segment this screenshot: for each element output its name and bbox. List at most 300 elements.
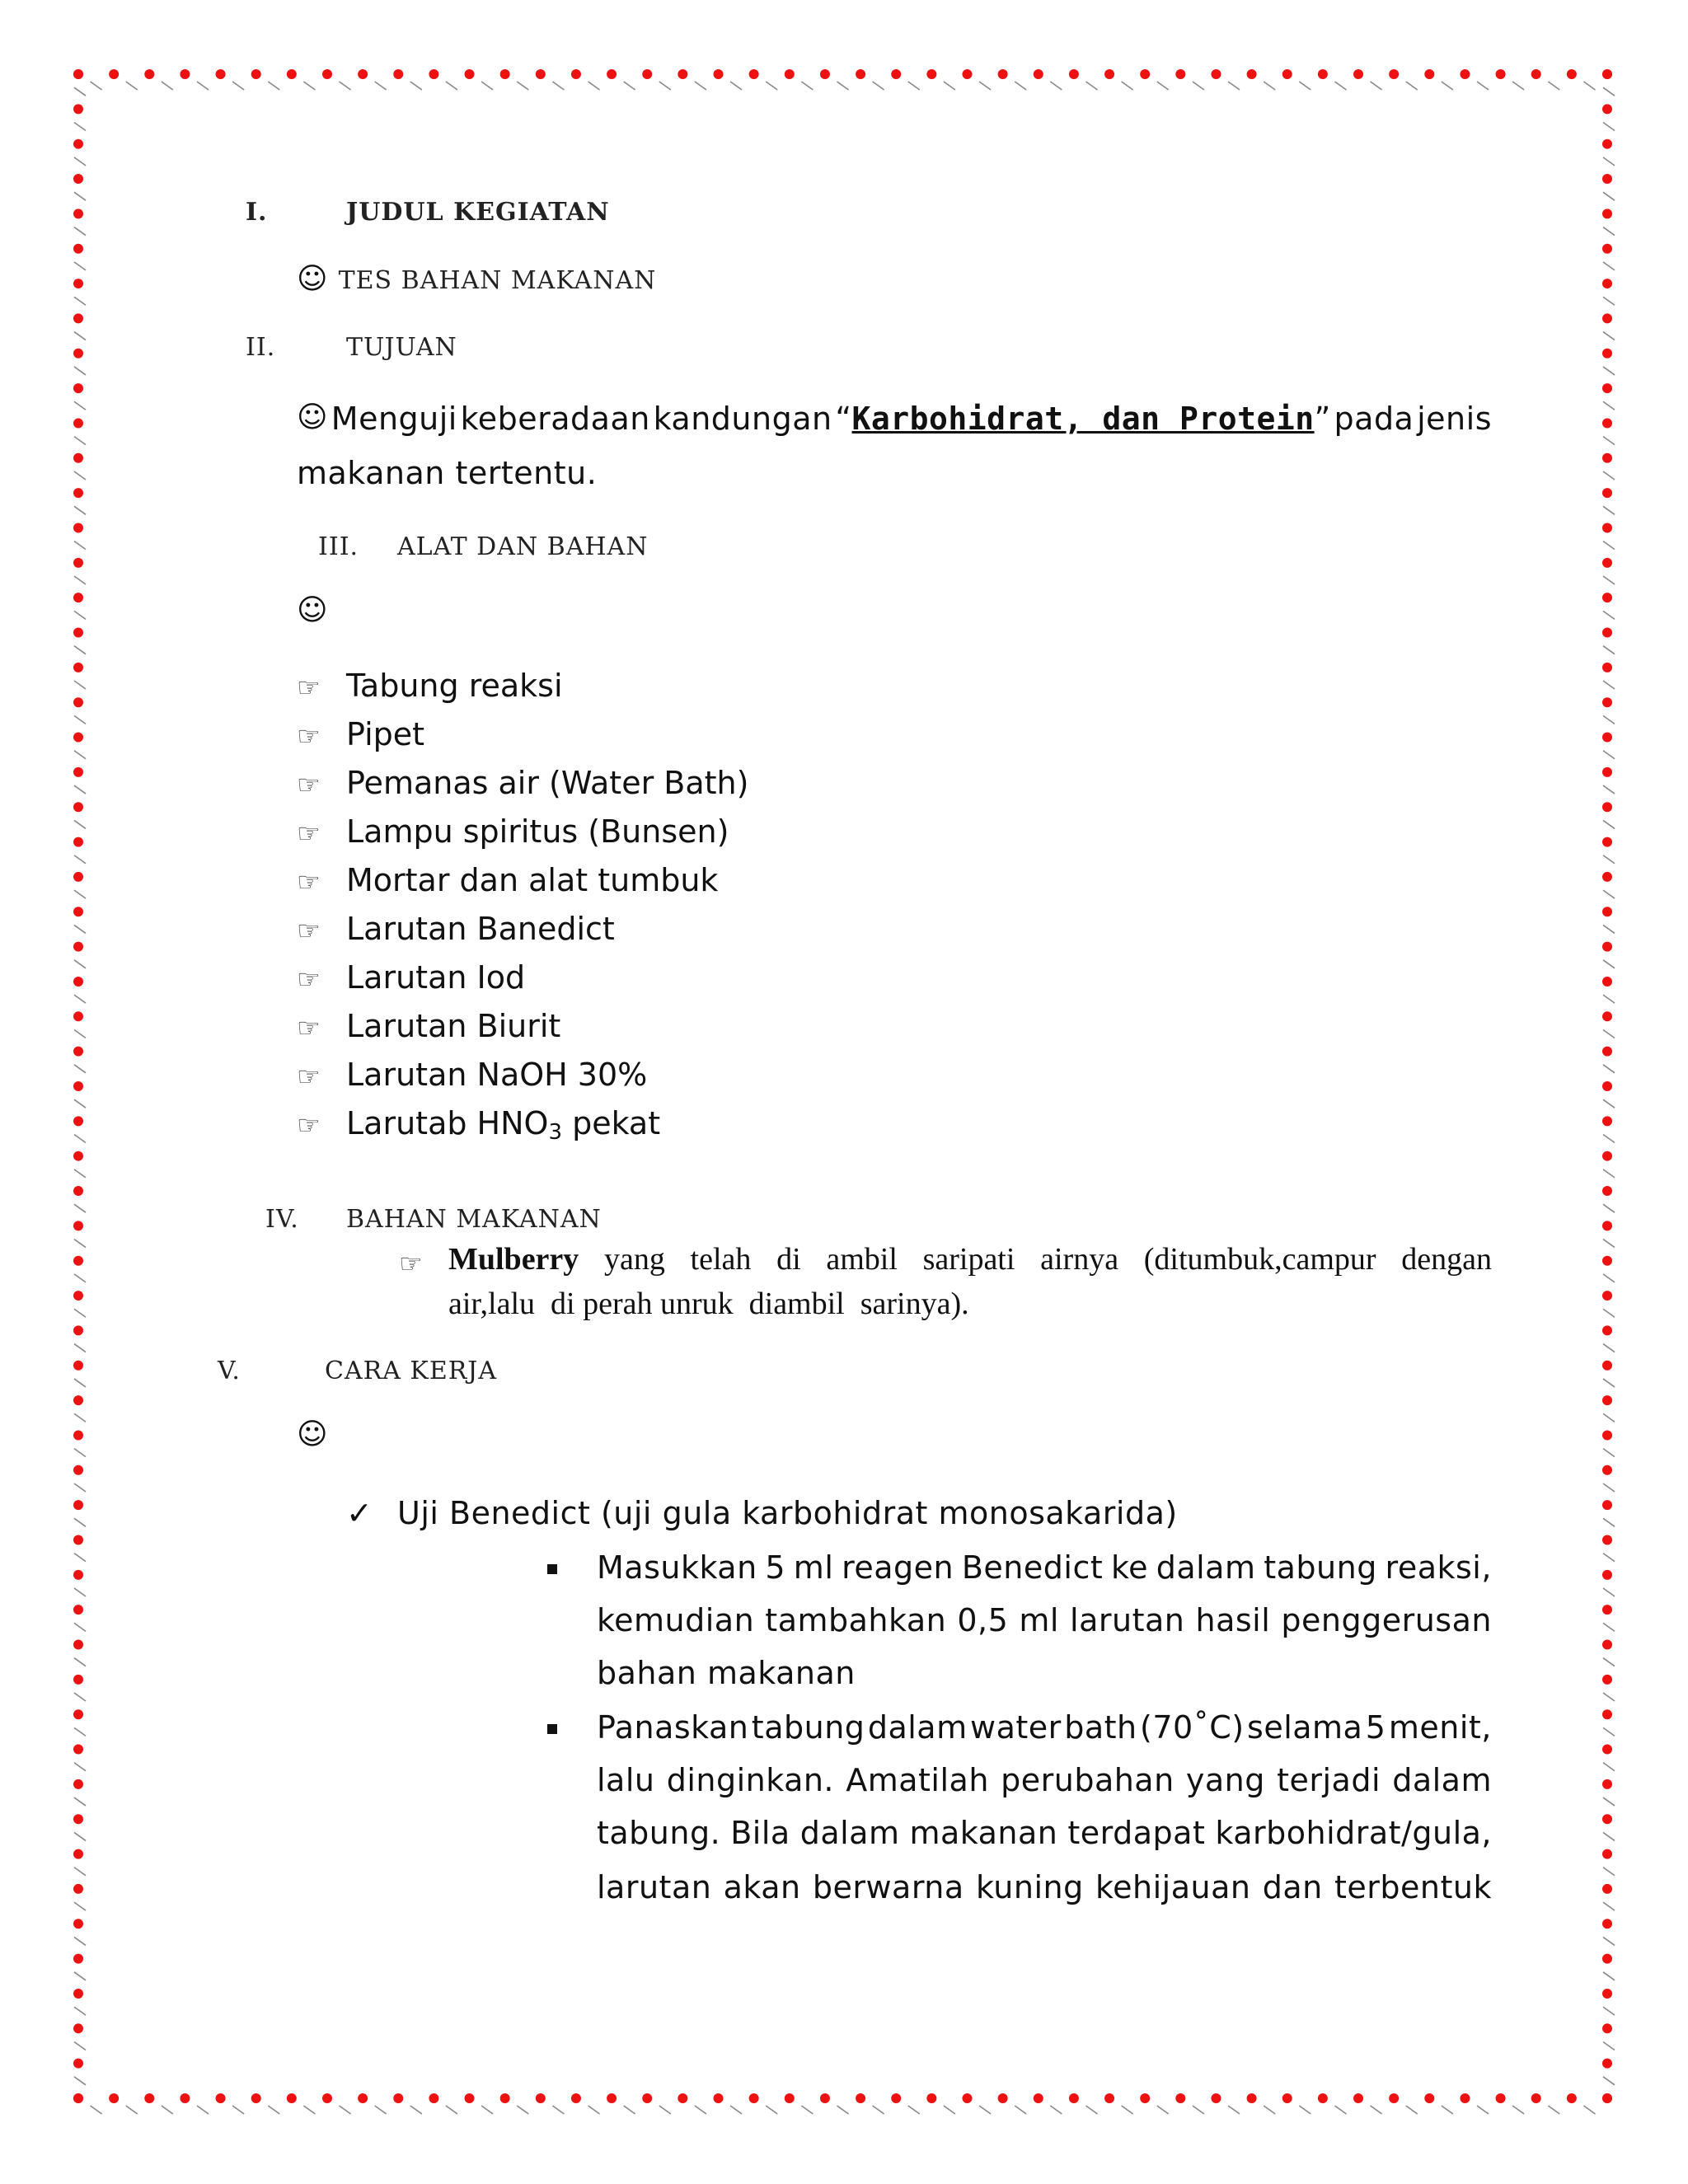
border-dot: [73, 383, 83, 393]
pointing-hand-icon: ☞: [297, 963, 321, 995]
border-dash: [74, 1518, 86, 1526]
list-item: ☞ Tabung reaksi: [297, 668, 563, 704]
tujuan-word: pada: [1334, 401, 1414, 437]
border-dash: [588, 82, 600, 90]
border-dot: [1602, 1361, 1612, 1371]
border-dash: [74, 1065, 86, 1073]
border-dash: [74, 367, 86, 375]
border-dot: [73, 1884, 83, 1894]
border-dot: [820, 69, 830, 79]
border-dot: [144, 69, 154, 79]
border-dash: [1603, 1309, 1615, 1317]
border-dash: [74, 1658, 86, 1666]
border-dash: [1603, 87, 1615, 96]
border-dash: [1583, 82, 1595, 90]
border-dot: [73, 453, 83, 463]
border-dot: [1318, 2093, 1328, 2103]
border-dash: [1603, 1727, 1615, 1736]
border-dash: [1406, 2106, 1418, 2114]
border-dash: [1085, 82, 1097, 90]
border-dot: [1496, 2093, 1506, 2103]
border-dash: [74, 87, 86, 96]
border-dash: [1548, 2106, 1559, 2114]
border-dash: [74, 262, 86, 270]
border-dash: [232, 82, 244, 90]
border-dash: [1603, 332, 1615, 340]
border-dash: [1050, 2106, 1062, 2114]
border-dot: [1602, 663, 1612, 673]
border-dash: [74, 1588, 86, 1596]
border-dot: [1460, 69, 1470, 79]
border-dot: [73, 1011, 83, 1021]
border-dash: [1603, 1623, 1615, 1631]
border-dash: [1603, 1658, 1615, 1666]
border-dot: [1602, 244, 1612, 254]
step-line: larutan akan berwarna kuning kehijauan dan terbentuk: [597, 1869, 1492, 1905]
border-dash: [74, 506, 86, 514]
border-dot: [1602, 139, 1612, 149]
border-dot: [1602, 733, 1612, 743]
border-dot: [73, 942, 83, 952]
border-dot: [429, 2093, 438, 2103]
border-dash: [1548, 82, 1559, 90]
border-dot: [109, 2093, 119, 2103]
border-dash: [1603, 855, 1615, 864]
section-5-title: CARA KERJA: [325, 1357, 497, 1385]
border-dash: [1603, 1588, 1615, 1596]
section-4-title: BAHAN MAKANAN: [346, 1205, 602, 1234]
border-dash: [1442, 82, 1453, 90]
border-dot: [1104, 2093, 1114, 2103]
step-line: lalu dinginkan. Amatilah perubahan yang terjadi dalam: [597, 1762, 1492, 1798]
border-dot: [1602, 1884, 1612, 1894]
border-dash: [1122, 2106, 1133, 2114]
border-dot: [73, 209, 83, 218]
border-dash: [1603, 157, 1615, 166]
section-1-number: I.: [246, 198, 268, 227]
border-dash: [517, 82, 528, 90]
border-dash: [588, 2106, 600, 2114]
border-dash: [375, 2106, 387, 2114]
checkmark-icon: ✓: [346, 1495, 373, 1531]
border-dot: [73, 279, 83, 288]
border-dash: [1603, 1518, 1615, 1526]
border-dot: [642, 2093, 652, 2103]
border-dash: [74, 1274, 86, 1282]
border-dash: [74, 1135, 86, 1143]
border-dot: [1069, 2093, 1079, 2103]
border-dot: [678, 69, 687, 79]
border-dot: [73, 418, 83, 428]
border-dot: [73, 1430, 83, 1440]
pointing-hand-icon: ☞: [297, 818, 321, 849]
border-dash: [410, 82, 422, 90]
border-dash: [1603, 1169, 1615, 1178]
border-dot: [1567, 69, 1577, 79]
list-item: ☞ Larutan NaOH 30%: [297, 1057, 648, 1093]
border-dash: [74, 1029, 86, 1038]
border-dot: [1602, 1954, 1612, 1964]
border-dot: [287, 2093, 297, 2103]
border-dash: [1228, 82, 1240, 90]
border-dot: [1602, 1605, 1612, 1615]
step-line: Masukkan 5 ml reagen Benedict ke dalam tabung reaksi,: [597, 1549, 1492, 1586]
border-dash: [801, 82, 813, 90]
border-dash: [1157, 82, 1169, 90]
border-dash: [74, 437, 86, 445]
border-dot: [73, 1535, 83, 1544]
border-dot: [1602, 453, 1612, 463]
tujuan-word: kandungan: [653, 401, 832, 437]
bahan-item-name: Mulberry: [448, 1242, 579, 1277]
border-dot: [216, 69, 226, 79]
border-dash: [74, 1763, 86, 1771]
border-dash: [1603, 1902, 1615, 1910]
border-dash: [268, 2106, 279, 2114]
border-dash: [1603, 1240, 1615, 1248]
border-dot: [73, 663, 83, 673]
border-dot: [73, 1361, 83, 1371]
border-dash: [873, 2106, 884, 2114]
border-dot: [749, 69, 759, 79]
border-dot: [393, 69, 403, 79]
border-dot: [73, 244, 83, 254]
border-dash: [74, 681, 86, 689]
border-dot: [1175, 69, 1185, 79]
border-dash: [1085, 2106, 1097, 2114]
border-dash: [1603, 471, 1615, 480]
border-dash: [74, 925, 86, 933]
border-dot: [73, 1675, 83, 1685]
border-dash: [74, 611, 86, 619]
border-dot: [73, 1047, 83, 1057]
border-dot: [607, 69, 617, 79]
border-dot: [1140, 69, 1150, 79]
border-dash: [1603, 715, 1615, 724]
border-dash: [1015, 2106, 1026, 2114]
border-dot: [1602, 1325, 1612, 1335]
border-dash: [446, 2106, 457, 2114]
border-dash: [1603, 541, 1615, 550]
border-dash: [410, 2106, 422, 2114]
border-dot: [73, 2059, 83, 2069]
pointing-hand-icon: ☞: [297, 1061, 321, 1092]
border-dash: [1603, 2077, 1615, 2085]
section-4-number: IV.: [265, 1205, 299, 1234]
border-dash: [74, 995, 86, 1003]
list-item: ☞ Mortar dan alat tumbuk: [297, 862, 719, 898]
border-dot: [1602, 209, 1612, 218]
border-dash: [1603, 1065, 1615, 1073]
border-dot: [1602, 697, 1612, 707]
bahan-line-1: Mulberry yang telah di ambil saripati airnya (ditumbuk,campur dengan: [448, 1242, 1492, 1277]
border-dot: [73, 1500, 83, 1510]
border-dot: [1602, 1500, 1612, 1510]
border-dash: [1603, 227, 1615, 236]
border-dash: [1603, 2041, 1615, 2050]
border-dash: [1603, 262, 1615, 270]
border-dot: [109, 69, 119, 79]
border-dot: [1602, 104, 1612, 114]
border-dot: [1602, 1047, 1612, 1057]
list-item: ☞ Larutan Biurit: [297, 1008, 561, 1044]
border-dot: [1389, 69, 1399, 79]
border-dash: [162, 82, 173, 90]
border-dash: [91, 82, 102, 90]
border-dash: [74, 855, 86, 864]
border-dot: [1602, 1081, 1612, 1091]
border-dot: [1175, 2093, 1185, 2103]
border-dash: [74, 646, 86, 654]
square-bullet-icon: [547, 1564, 557, 1574]
border-dash: [74, 192, 86, 200]
border-dash: [1603, 995, 1615, 1003]
border-dot: [1353, 2093, 1363, 2103]
step-line: tabung. Bila dalam makanan terdapat karbohidrat/gula,: [597, 1815, 1492, 1851]
border-dot: [536, 69, 546, 79]
section-1-subtitle-row: [297, 262, 656, 296]
border-dot: [785, 69, 795, 79]
border-dot: [322, 2093, 332, 2103]
border-dash: [1603, 1344, 1615, 1352]
border-dot: [1602, 2023, 1612, 2033]
border-dash: [74, 960, 86, 968]
border-dash: [74, 715, 86, 724]
border-dot: [1602, 1151, 1612, 1161]
border-dot: [1069, 69, 1079, 79]
border-dot: [1602, 1116, 1612, 1126]
border-dash: [1603, 646, 1615, 654]
border-dash: [303, 2106, 315, 2114]
open-quote: “: [835, 401, 852, 437]
border-dash: [74, 1972, 86, 1980]
border-dash: [74, 1693, 86, 1701]
border-dash: [1603, 1554, 1615, 1562]
border-dot: [1602, 1430, 1612, 1440]
border-dot: [465, 69, 475, 79]
border-dash: [1477, 2106, 1489, 2114]
border-dash: [1603, 611, 1615, 619]
border-dash: [1603, 751, 1615, 759]
border-dot: [73, 1221, 83, 1230]
border-dash: [74, 471, 86, 480]
border-dot: [1211, 69, 1221, 79]
border-dash: [74, 332, 86, 340]
border-dot: [73, 1605, 83, 1615]
list-item: ☞ Pipet: [297, 716, 425, 752]
border-dash: [908, 82, 920, 90]
border-dash: [908, 2106, 920, 2114]
border-dot: [998, 69, 1008, 79]
border-dash: [1603, 1797, 1615, 1806]
check-item: ✓ Uji Benedict (uji gula karbohidrat monosakarida): [346, 1495, 1178, 1531]
close-quote: ”: [1314, 401, 1331, 437]
border-dot: [1602, 1640, 1612, 1650]
border-dot: [73, 802, 83, 812]
border-dot: [73, 1570, 83, 1580]
step-line: bahan makanan: [597, 1655, 856, 1691]
border-dot: [73, 1814, 83, 1824]
border-dot: [73, 1745, 83, 1755]
border-dash: [1603, 1135, 1615, 1143]
border-dot: [144, 2093, 154, 2103]
border-dot: [73, 872, 83, 882]
border-dot: [73, 1256, 83, 1266]
border-dash: [74, 2077, 86, 2085]
border-dash: [1512, 82, 1524, 90]
border-dash: [74, 1483, 86, 1492]
border-dash: [659, 82, 671, 90]
border-dot: [1247, 2093, 1257, 2103]
border-dot: [1602, 1779, 1612, 1789]
border-dot: [1602, 1919, 1612, 1929]
border-dash: [74, 1204, 86, 1212]
section-1-subtitle: TES BAHAN MAKANAN: [338, 266, 657, 295]
border-dot: [856, 69, 865, 79]
border-dash: [74, 1240, 86, 1248]
subscript: 3: [548, 1120, 563, 1145]
pointing-hand-icon: ☞: [297, 866, 321, 898]
border-dash: [1603, 576, 1615, 584]
border-dot: [962, 69, 972, 79]
border-dot: [73, 733, 83, 743]
border-dash: [74, 576, 86, 584]
border-dot: [73, 1779, 83, 1789]
border-dot: [1602, 942, 1612, 952]
border-dot: [73, 1919, 83, 1929]
border-dash: [1228, 2106, 1240, 2114]
border-dash: [126, 2106, 138, 2114]
border-dot: [73, 1989, 83, 1999]
border-dot: [571, 69, 581, 79]
section-5-number: V.: [218, 1357, 241, 1385]
border-dash: [1603, 367, 1615, 375]
border-dash: [74, 1797, 86, 1806]
border-dot: [1602, 837, 1612, 847]
border-dot: [1602, 1745, 1612, 1755]
border-dash: [162, 2106, 173, 2114]
border-dash: [1122, 82, 1133, 90]
border-dash: [74, 1449, 86, 1457]
border-dash: [730, 2106, 742, 2114]
border-dot: [322, 69, 332, 79]
border-dot: [1424, 69, 1434, 79]
border-dot: [1602, 174, 1612, 184]
border-dot: [1602, 1291, 1612, 1301]
border-dash: [197, 82, 209, 90]
border-dash: [1603, 1937, 1615, 1945]
border-dash: [1193, 82, 1204, 90]
border-dash: [624, 2106, 635, 2114]
border-dot: [571, 2093, 581, 2103]
border-dot: [251, 2093, 261, 2103]
border-dot: [1602, 977, 1612, 987]
border-dash: [659, 2106, 671, 2114]
border-dot: [1567, 2093, 1577, 2103]
border-dot: [73, 1465, 83, 1475]
border-dash: [74, 2007, 86, 2015]
border-dash: [303, 82, 315, 90]
step-line: Panaskan tabung dalam water bath (70˚C) selama 5 menit,: [597, 1709, 1492, 1746]
border-dash: [74, 297, 86, 305]
border-dot: [73, 69, 83, 79]
border-dot: [73, 523, 83, 532]
tujuan-word: keberadaan: [460, 401, 650, 437]
border-dot: [1602, 1675, 1612, 1685]
section-2-title: TUJUAN: [346, 333, 457, 362]
section-3-title: ALAT DAN BAHAN: [397, 532, 649, 561]
tujuan-highlight-group: [835, 401, 1330, 437]
border-dot: [73, 1116, 83, 1126]
border-dash: [837, 2106, 849, 2114]
border-dot: [1602, 1570, 1612, 1580]
border-dash: [74, 1379, 86, 1387]
border-dot: [358, 2093, 368, 2103]
border-dot: [73, 697, 83, 707]
border-dot: [1389, 2093, 1399, 2103]
border-dash: [1299, 2106, 1311, 2114]
border-dash: [74, 541, 86, 550]
border-dash: [552, 2106, 564, 2114]
border-dash: [74, 1554, 86, 1562]
border-dash: [1603, 960, 1615, 968]
border-dot: [1602, 1535, 1612, 1544]
border-dot: [642, 69, 652, 79]
border-dash: [340, 82, 351, 90]
border-dash: [873, 82, 884, 90]
border-dash: [1442, 2106, 1453, 2114]
border-dash: [74, 890, 86, 898]
border-dash: [74, 1937, 86, 1945]
border-dash: [1603, 925, 1615, 933]
border-dot: [73, 2093, 83, 2103]
border-dot: [1282, 69, 1292, 79]
border-dot: [1424, 2093, 1434, 2103]
border-dash: [766, 2106, 777, 2114]
border-dot: [1602, 69, 1612, 79]
border-dot: [73, 1954, 83, 1964]
tujuan-word: jenis: [1417, 401, 1492, 437]
border-dot: [1602, 1709, 1612, 1719]
border-dash: [74, 1309, 86, 1317]
border-dot: [1602, 802, 1612, 812]
border-dot: [1460, 2093, 1470, 2103]
border-dash: [1603, 192, 1615, 200]
border-dot: [998, 2093, 1008, 2103]
border-dash: [74, 785, 86, 794]
border-dash: [1603, 1972, 1615, 1980]
tujuan-highlight: Karbohidrat, dan Protein: [851, 401, 1315, 437]
border-dot: [1602, 279, 1612, 288]
border-dash: [837, 82, 849, 90]
list-item: ☞ Larutan Iod: [297, 959, 526, 996]
border-dot: [73, 1081, 83, 1091]
border-dash: [1603, 1483, 1615, 1492]
border-dash: [481, 2106, 493, 2114]
border-dash: [695, 82, 706, 90]
border-dash: [1603, 820, 1615, 828]
border-dot: [429, 69, 438, 79]
border-dot: [1602, 1849, 1612, 1859]
border-dash: [197, 2106, 209, 2114]
border-dash: [1603, 2007, 1615, 2015]
border-dot: [393, 2093, 403, 2103]
border-dot: [1496, 69, 1506, 79]
border-dash: [1603, 123, 1615, 131]
section-3-number: III.: [318, 532, 359, 561]
border-dot: [1602, 1465, 1612, 1475]
border-dot: [73, 1395, 83, 1405]
